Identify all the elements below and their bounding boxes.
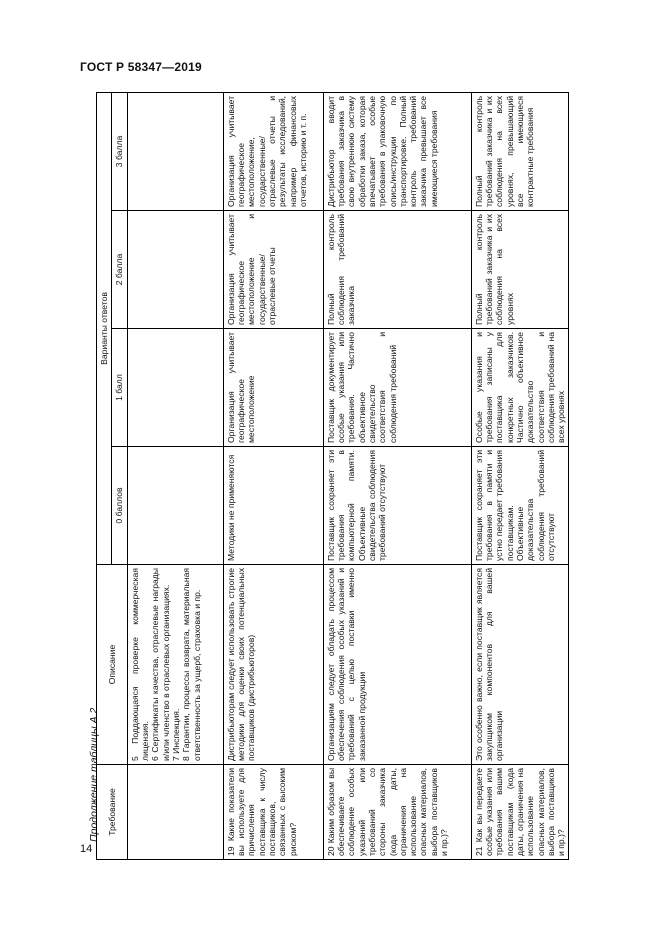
cell-score2: Полный контроль требований заказчика и их соблюдения на всех уровнях (471, 211, 569, 329)
cell-requirement: 19 Какие показатели вы используете для причисления поставщика к числу поставщиков, связанных с высоким риском? (223, 765, 323, 860)
table-header-row (97, 92, 112, 859)
cell-score3: Организация учитывает географическое местоположение, государственные/отраслевые отчеты и результаты исследований, например финансовых отчетов, историю и т. п. (223, 92, 323, 210)
cell-score0 (127, 447, 223, 565)
cell-score1: Организация учитывает географическое местоположение (223, 329, 323, 447)
cell-score3: Дистрибьютор вводит требования заказчика в свою внутреннюю систему обработки заказа, которая впечатывает особые требования в упаковочную опись/инструкции по транспортировке. Полный контроль требований заказчика превышает все имеющиеся требования (323, 92, 471, 210)
requirements-table (96, 92, 569, 860)
table-continuation-caption: Продолжение таблицы А.2 (88, 707, 100, 842)
column-header-score0: 0 баллов (112, 447, 127, 565)
rotated-table-container (96, 92, 567, 860)
document-header: ГОСТ Р 58347—2019 (80, 60, 202, 74)
table-row (127, 92, 223, 859)
column-header-score2: 2 балла (112, 211, 127, 329)
table-row (323, 92, 471, 859)
cell-requirement: 20 Каким образом вы обеспечиваете соблюдение особых указаний или требований со стороны заказчика (кода даты, ограничения на использование опасных материалов, выбора поставщиков и пр.)? (323, 765, 471, 860)
cell-requirement (127, 765, 223, 860)
column-header-description: Описание (97, 565, 128, 765)
cell-score2: Полный контроль соблюдения требований заказчика (323, 211, 471, 329)
column-header-answers: Варианты ответов (97, 92, 112, 564)
cell-score3: Полный контроль требований заказчика и их соблюдения на всех уровнях, превышающий все имеющиеся контрактные требования (471, 92, 569, 210)
cell-score1: Особые указания и требования записаны у поставщика для конкретных заказчиков. Частично объективное доказательство соответствия и соблюдения требований на всех уровнях (471, 329, 569, 447)
cell-description (127, 565, 223, 765)
page-number: 14 (80, 843, 93, 855)
description-line: 7 Инспекция. (170, 708, 181, 761)
column-header-score3: 3 балла (112, 92, 127, 210)
cell-score0: Поставщик сохраняет эти требования в памяти и устно передает требования поставщикам. Объективные доказательства соблюдения требований отсутствуют (471, 447, 569, 565)
cell-score0: Поставщик сохраняет эти требования в компьютерной памяти. Объективные свидетельства соблюдения требований отсутствуют (323, 447, 471, 565)
column-header-score1: 1 балл (112, 329, 127, 447)
description-line: 8 Гарантии, процессы возврата, материальная ответственность за ущерб, страховка и пр. (181, 568, 202, 761)
description-line: 6 Сертификаты качества, отраслевые награды и/или членство в отраслевых организациях. (150, 568, 171, 761)
description-line: Дистрибьюторам следует использовать строгие методики для оценки своих потенциальных поставщиков (дистрибьюторов) (225, 568, 257, 761)
cell-score0: Методики не применяются (223, 447, 323, 565)
cell-score2 (127, 211, 223, 329)
table-row (471, 92, 569, 859)
cell-score1: Поставщик документирует особые указания или требования. Частично объективное свидетельство соответствия и соблюдения требований (323, 329, 471, 447)
cell-description (323, 565, 471, 765)
description-line: 5 Поддающаяся проверке коммерческая лицензия. (129, 568, 150, 761)
description-line: Организациям следует обладать процессом обеспечения соблюдения особых указаний и требований с целью поставки именно заказанной продукции (325, 568, 367, 761)
table-row (223, 92, 323, 859)
cell-description (223, 565, 323, 765)
cell-requirement: 21 Как вы передаете особые указания или требования вашим поставщикам (кода даты, ограничения на использование опасных материалов, выбора поставщиков и пр.)? (471, 765, 569, 860)
cell-score1 (127, 329, 223, 447)
column-header-requirement: Требование (97, 765, 128, 860)
cell-score2: Организация учитывает географическое местоположение и государственные/отраслевые отчеты (223, 211, 323, 329)
cell-score3 (127, 92, 223, 210)
description-line: Это особенно важно, если поставщик является закупщиком компонентов для вашей организации (473, 568, 505, 761)
cell-description (471, 565, 569, 765)
